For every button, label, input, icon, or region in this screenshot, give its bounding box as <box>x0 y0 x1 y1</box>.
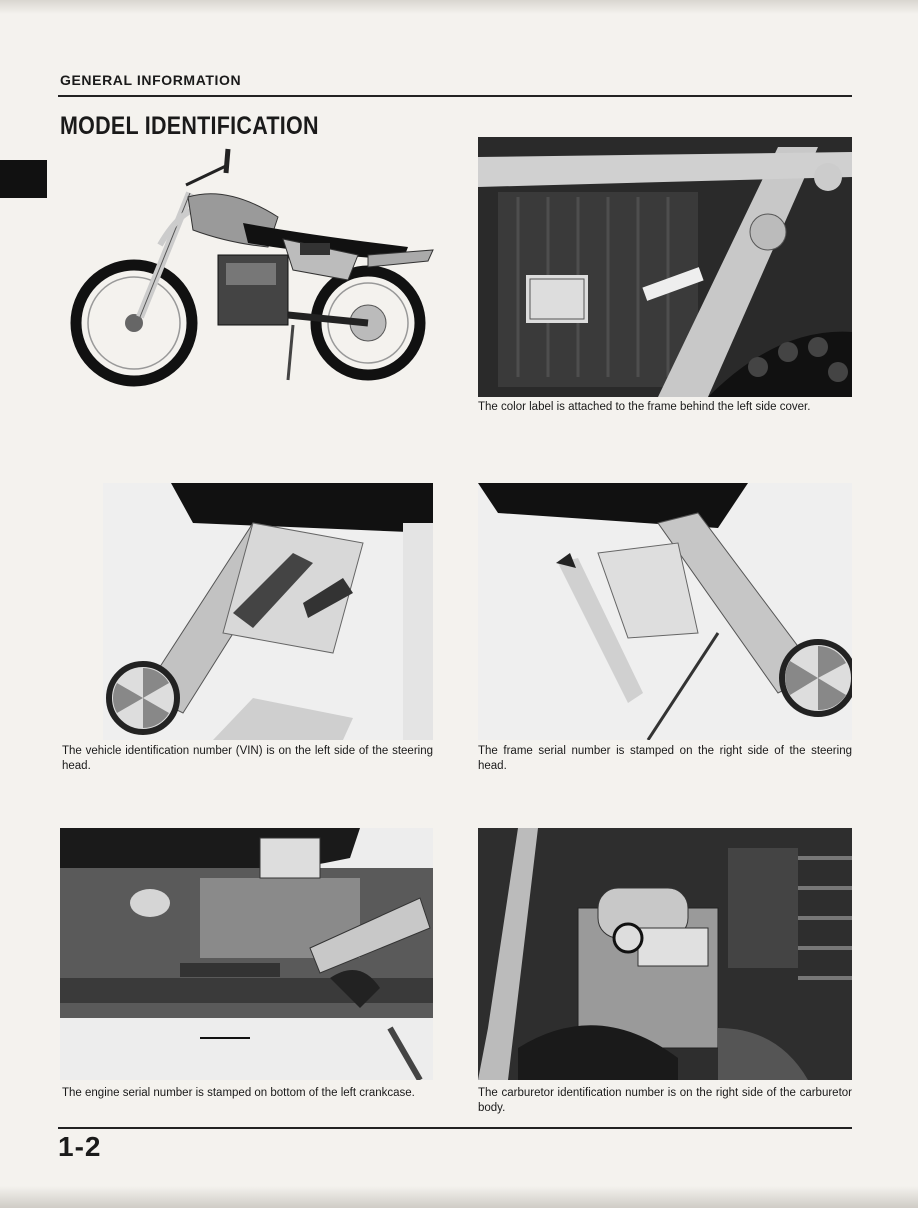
engine-serial-photo <box>60 828 433 1080</box>
vin-photo <box>103 483 433 740</box>
header-rule <box>58 95 852 97</box>
page-top-shade <box>0 0 918 14</box>
page-number: 1-2 <box>58 1131 102 1162</box>
page-title: MODEL IDENTIFICATION <box>60 112 319 140</box>
frame-serial-caption: The frame serial number is stamped on the right side of the steering head. <box>478 745 852 772</box>
carburetor-photo <box>478 828 852 1080</box>
engine-serial-caption: The engine serial number is stamped on bottom of the left crankcase. <box>62 1087 415 1099</box>
carburetor-caption: The carburetor identification number is on the right side of the carburetor body. <box>478 1087 852 1114</box>
vin-caption: The vehicle identification number (VIN) is on the left side of the steering head. <box>62 745 433 772</box>
footer-rule <box>58 1127 852 1129</box>
color-label-photo <box>478 137 852 397</box>
section-tab-marker <box>0 160 47 198</box>
frame-serial-photo <box>478 483 852 740</box>
color-label-caption: The color label is attached to the frame behind the left side cover. <box>478 401 811 413</box>
motorcycle-photo <box>68 145 448 395</box>
page-bottom-shade <box>0 1186 918 1208</box>
section-header: GENERAL INFORMATION <box>60 72 242 88</box>
